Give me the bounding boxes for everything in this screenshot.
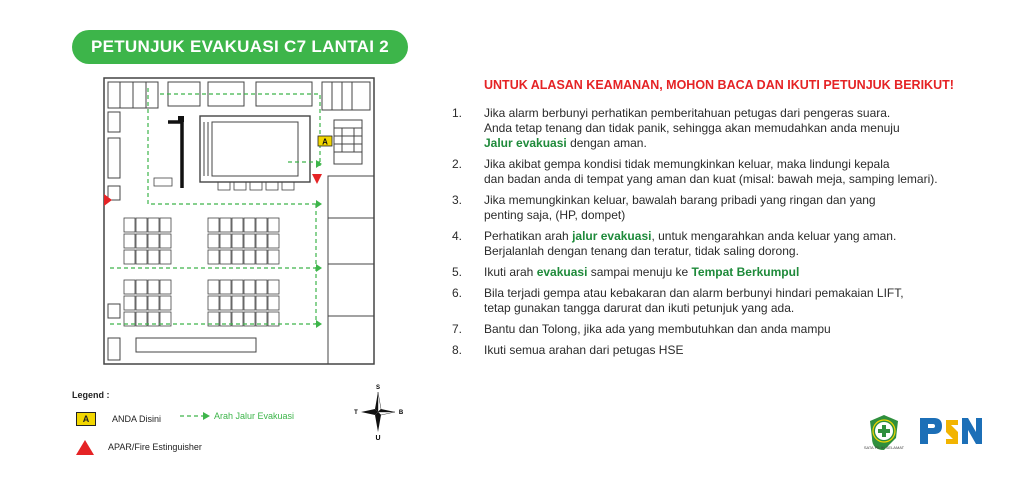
svg-text:U: U	[375, 435, 381, 442]
dashed-arrow-icon	[180, 411, 210, 421]
instructions-list	[452, 106, 992, 364]
safety-notice: UNTUK ALASAN KEAMANAN, MOHON BACA DAN IKUTI PETUNJUK BERIKUT!	[484, 78, 954, 92]
extinguisher-icon	[76, 440, 94, 455]
legend-title: Legend :	[72, 390, 110, 400]
instruction-item: 4. Perhatikan arah jalur evakuasi, untuk mengarahkan anda keluar yang aman. Berjalanlah dengan tenang dan teratur, tidak saling dorong.	[452, 229, 897, 258]
svg-text:T: T	[354, 410, 358, 416]
page-title: PETUNJUK EVAKUASI C7 LANTAI 2	[72, 30, 408, 64]
instruction-item: 1. Jika alarm berbunyi perhatikan pemberitahuan petugas dari pengeras suara. Anda tetap tenang dan tidak panik, sehingga akan memudahkan anda menuju Jalur evakuasi dengan aman.	[452, 106, 900, 150]
instruction-item: 8. Ikuti semua arahan dari petugas HSE	[452, 343, 684, 357]
legend-row-you-are-here	[72, 410, 352, 428]
instruction-item: 2. Jika akibat gempa kondisi tidak memungkinkan keluar, maka lindungi kepala dan badan anda di tempat yang aman dan kuat (misal: bawah meja, samping lemari).	[452, 157, 938, 186]
legend-you-are-here-label: ANDA Disini	[112, 414, 162, 424]
instruction-item: 7. Bantu dan Tolong, jika ada yang membutuhkan dan anda mampu	[452, 322, 831, 336]
instruction-item: 5. Ikuti arah evakuasi sampai menuju ke Tempat Berkumpul	[452, 265, 800, 279]
legend	[72, 390, 352, 466]
you-are-here-symbol: A	[76, 412, 96, 426]
svg-text:B: B	[398, 410, 404, 416]
safety-logo-text: SATA PILIH SELAMAT	[863, 445, 905, 450]
instruction-item: 3. Jika memungkinkan keluar, bawalah barang pribadi yang ringan dan yang penting saja, (HP, dompet)	[452, 193, 876, 222]
floor-plan	[96, 76, 380, 370]
legend-row-extinguisher	[72, 438, 352, 456]
you-are-here-label: A	[322, 137, 328, 147]
legend-evac-route	[180, 411, 294, 421]
instruction-item: 6. Bila terjadi gempa atau kebakaran dan alarm berbunyi hindari pemakaian LIFT, tetap gunakan tangga darurat dan ikuti petunjuk yang ada.	[452, 286, 904, 315]
legend-evac-route-label: Arah Jalur Evakuasi	[214, 411, 295, 421]
compass-rose-icon	[352, 382, 404, 442]
psn-logo	[918, 412, 984, 446]
svg-text:S: S	[375, 385, 381, 391]
legend-extinguisher-label: APAR/Fire Estinguisher	[108, 442, 202, 452]
